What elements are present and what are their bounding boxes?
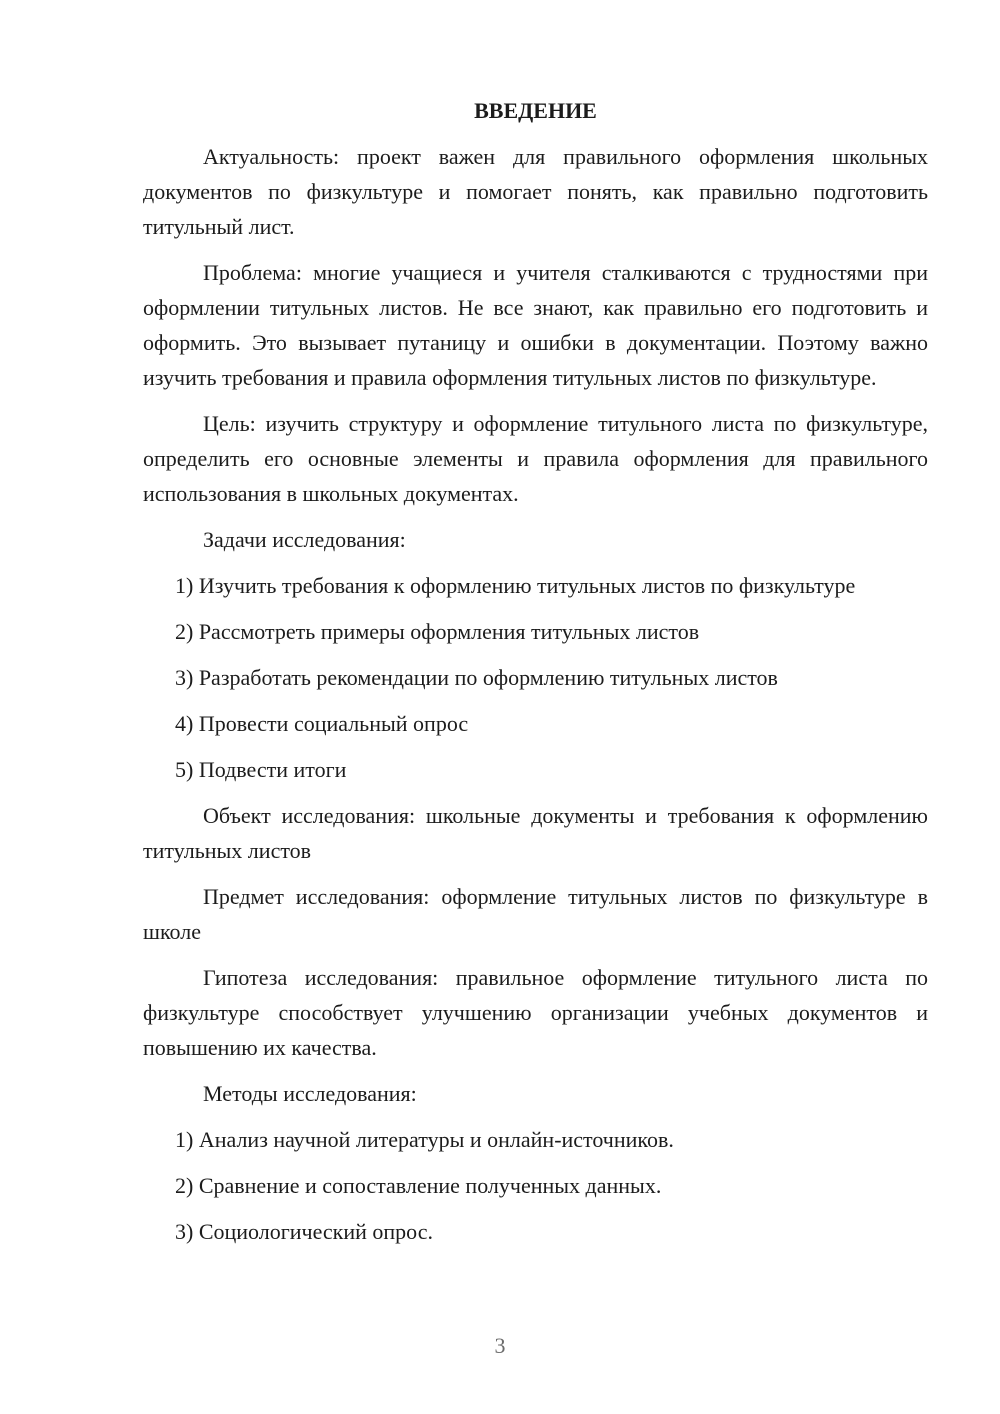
object-paragraph: Объект исследования: школьные документы и требования к оформлению титульных листов xyxy=(143,803,928,863)
methods-heading: Методы исследования: xyxy=(203,1081,417,1106)
task-item: 5) Подвести итоги xyxy=(175,757,347,782)
subject-paragraph: Предмет исследования: оформление титульных листов по физкультуре в школе xyxy=(143,884,928,944)
method-item: 3) Социологический опрос. xyxy=(175,1219,433,1244)
task-item: 1) Изучить требования к оформлению титульных листов по физкультуре xyxy=(175,573,856,598)
task-item: 2) Рассмотреть примеры оформления титульных листов xyxy=(175,619,700,644)
problem-paragraph: Проблема: многие учащиеся и учителя сталкиваются с трудностями при оформлении титульных листов. Не все знают, как правильно его подготовить и оформить. Это вызывает путаницу и ошибки в документации. Поэтому важно изучить требования и правила оформления титульных листов по физкультуре. xyxy=(143,260,928,390)
task-item: 3) Разработать рекомендации по оформлению титульных листов xyxy=(175,665,778,690)
goal-paragraph: Цель: изучить структуру и оформление титульного листа по физкультуре, определить его основные элементы и правила оформления для правильного использования в школьных документах. xyxy=(143,411,928,506)
hypothesis-paragraph: Гипотеза исследования: правильное оформление титульного листа по физкультуре способствует улучшению организации учебных документов и повышению их качества. xyxy=(143,965,928,1060)
page-number: 3 xyxy=(494,1333,506,1358)
method-item: 1) Анализ научной литературы и онлайн-источников. xyxy=(175,1127,674,1152)
relevance-paragraph: Актуальность: проект важен для правильного оформления школьных документов по физкультуре и помогает понять, как правильно подготовить титульный лист. xyxy=(143,144,928,239)
section-heading: ВВЕДЕНИЕ xyxy=(474,98,597,123)
task-item: 4) Провести социальный опрос xyxy=(175,711,469,736)
tasks-heading: Задачи исследования: xyxy=(203,527,406,552)
method-item: 2) Сравнение и сопоставление полученных данных. xyxy=(175,1173,662,1198)
document-body xyxy=(143,93,928,1260)
